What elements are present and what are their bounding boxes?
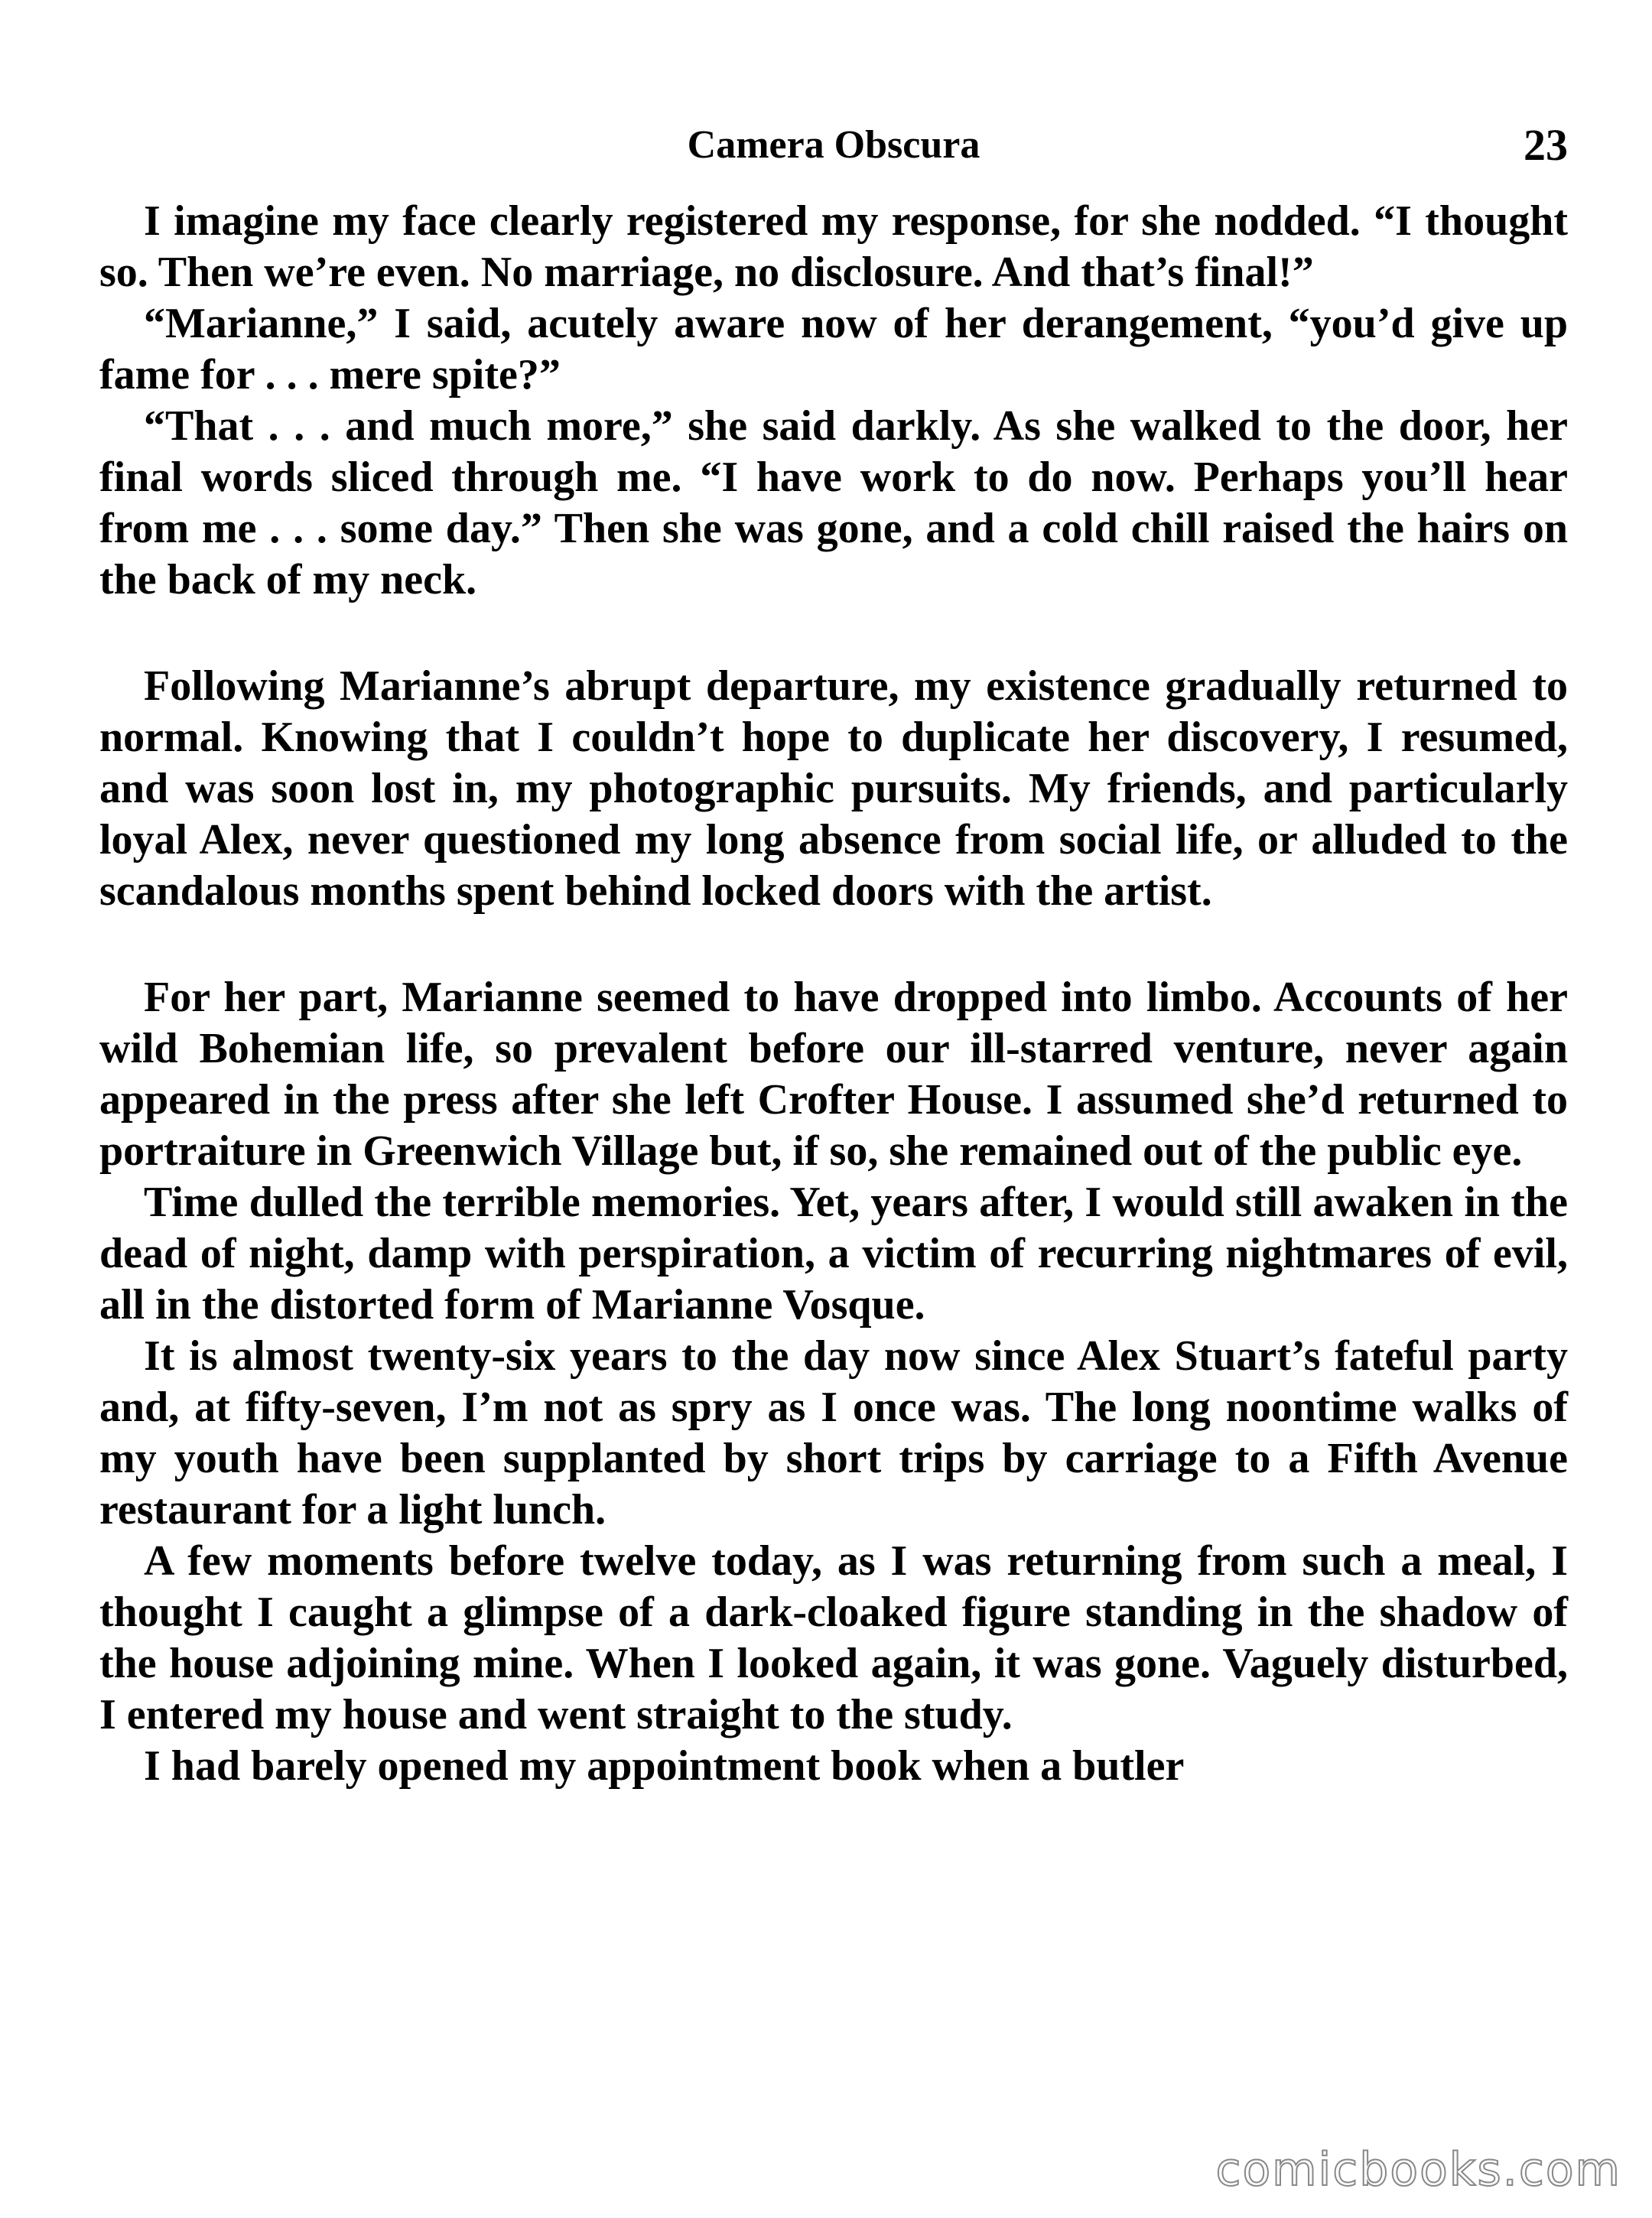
paragraph-2: “Marianne,” I said, acutely aware now of her derangement, “you’d give up fame for . . . mere spite?” <box>99 300 1568 398</box>
paragraph-7: It is almost twenty-six years to the day now since Alex Stuart’s fateful party and, at fifty-seven, I’m not as spry as I once was. The long noontime walks of my youth have been supplanted by short trips by carriage to a Fifth Avenue restaurant for a light lunch. <box>99 1332 1568 1533</box>
page-header <box>99 115 1568 176</box>
page-number: 23 <box>1524 120 1568 170</box>
paragraph-1: I imagine my face clearly registered my response, for she nodded. “I thought so. Then we’re even. No marriage, no disclosure. And that’s final!” <box>99 197 1568 296</box>
body-text <box>99 196 1568 1792</box>
paragraph-4: Following Marianne’s abrupt departure, my existence gradually returned to normal. Knowing that I couldn’t hope to duplicate her discovery, I resumed, and was soon lost in, my photographic pursuits. My friends, and particularly loyal Alex, never questioned my long absence from social life, or alluded to the scandalous months spent behind locked doors with the artist. <box>99 662 1568 915</box>
paragraph-6: Time dulled the terrible memories. Yet, years after, I would still awaken in the dead of night, damp with perspiration, a victim of recurring nightmares of evil, all in the distorted form of Marianne Vosque. <box>99 1179 1568 1329</box>
running-title: Camera Obscura <box>687 123 980 167</box>
watermark: comicbooks.com <box>1215 2143 1621 2197</box>
paragraph-8: A few moments before twelve today, as I was returning from such a meal, I thought I caught a glimpse of a dark-cloaked figure standing in the shadow of the house adjoining mine. When I looked again, it was gone. Vaguely disturbed, I entered my house and went straight to the study. <box>99 1537 1568 1738</box>
paragraph-3: “That . . . and much more,” she said darkly. As she walked to the door, her final words sliced through me. “I have work to do now. Perhaps you’ll hear from me . . . some day.” Then she was gone, and a cold chill raised the hairs on the back of my neck. <box>99 402 1568 603</box>
paragraph-5: For her part, Marianne seemed to have dropped into limbo. Accounts of her wild Bohemian life, so prevalent before our ill-starred venture, never again appeared in the press after she left Crofter House. I assumed she’d returned to portraiture in Greenwich Village but, if so, she remained out of the public eye. <box>99 974 1568 1175</box>
paragraph-9: I had barely opened my appointment book when a butler <box>144 1742 1185 1790</box>
